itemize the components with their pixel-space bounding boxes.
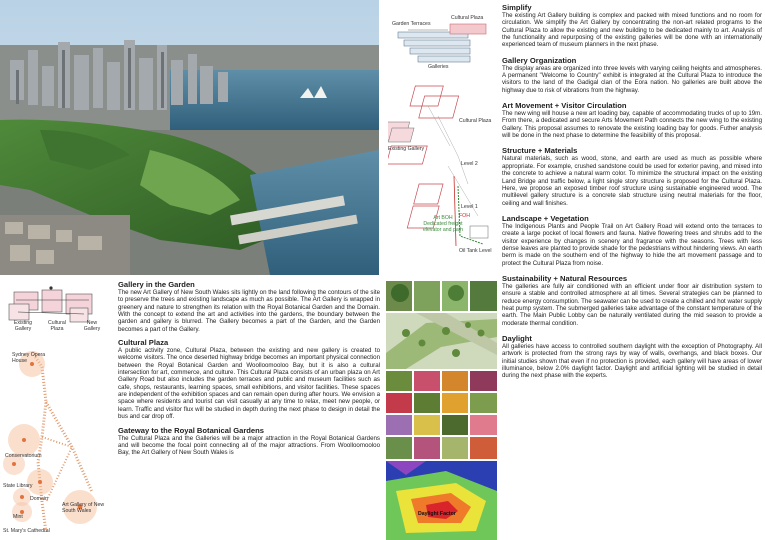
section-body-landscape: The Indigenous Plants and People Trail on Art Gallery Road will extend onto the terraces to create a large pocket of local flowers and fauna. Native flowering trees and shrubs add to the visitor experience by changes in scenery and fragrance with the seasons. Trees with less dense leaves are planted to provide shade for the pedestrians without hindering views. An earth berm is made on the southern end of the highway to hide the art movement passage and to protect the Cultural Plaza from noise. [502,222,762,267]
label-oil-tank: Oil Tank Level [459,248,492,254]
map-label-conservatorium: Conservatorium [5,453,42,459]
plant-photos [386,371,497,459]
section-body-structure: Natural materials, such as wood, stone, and earth are used as much as possible where appropriate. For example, crushed sandstone could be used for exterior paving, and mixed into the concrete to achieve a natural warm color. To minimize the structural impact on the existing Land Bridge and traffic below, a light single story structure is proposed for the Cultural Plaza. Here, we propose an exposed timber roof structure using sustainable engineered wood. The multilevel gallery structure is a concrete slab structure using neutral materials for the floor, ceiling and wall finishes. [502,155,762,207]
map-label-artgallery: Art Gallery of New South Wales [62,502,105,514]
label-level2: Level 2 [461,161,478,167]
landscape-plan [386,313,497,369]
section-title-gateway: Gateway to the Royal Botanical Gardens [118,425,265,435]
middle-text-column [118,280,380,457]
section-body-sustainability: The galleries are fully air conditioned with an efficient under floor air distribution system to ensure a stable and controlled atmosphere at all times. Several strategies can be planned to reduce energy consumption. The seawater can be used to create a chilled and hot water supply heat pump system. The submerged galleries take advantage of the constant temperature of the earth. The Main Public Lobby can be naturally ventilated during the mid season to provide a moderate thermal condition. [502,282,762,327]
label-daylight-factor: Daylight Factor [418,511,456,517]
map-label-cathedral: St. Mary's Cathedral [3,528,50,534]
section-title-simplify: Simplify [502,3,532,12]
label-level1: Level 1 [461,204,478,210]
section-title-landscape: Landscape + Vegetation [502,213,589,223]
section-body-art-movement: The new wing will house a new art loading bay, capable of accommodating trucks of up to 19m. From there, a dedicated and secure Arts Movement Path connects the new wing to the existing Gallery. This proposal assumes to renovate the existing loading bay for goods. Futher analysis will be done in the next phase to determine the feasibility of this proposal. [502,110,762,140]
label-boh: Art BOH Dedicated freight elevator and path [422,215,464,233]
label-cultural-plaza: Cultural Plaza [48,320,66,332]
map-label-state-library: State Library [3,483,33,489]
label-garden-terraces: Garden Terraces [392,21,431,27]
aerial-photo [0,0,379,275]
right-text-column [502,3,762,380]
map-label-mint: Mint [13,514,23,520]
landscape-photos [386,281,497,311]
section-title-sustainability: Sustainability + Natural Resources [502,273,628,283]
section-title-daylight: Daylight [502,334,532,343]
section-title-gallery-in-garden: Gallery in the Garden [118,280,195,289]
label-existing-gallery-org: Existing Gallery [388,146,425,152]
label-galleries: Galleries [428,64,449,70]
section-body-gateway: The Cultural Plaza and the Galleries will be a major attraction in the Royal Botanical Gardens and will become the focal point connecting all of the major attractions. From Woolloomooloo Bay, the Art Gallery of New South Wales is [118,434,380,457]
label-new-gallery: New Gallery [83,320,101,332]
section-title-art-movement: Art Movement + Visitor Circulation [502,101,627,111]
section-body-gallery-in-garden: The new Art Gallery of New South Wales sits lightly on the land following the contours of the site to preserve the trees and existing landscape as much as possible. The Art Gallery is wrapped in greenery and nature to strengthen its relation with the Royal Botanical Garden and the Domain. With the concept to extend the art and activities into the gardens, the boundary between the garden and gallery is blurred. The Gallery becomes a part of the Garden, and the Garden becomes a part of the Gallery. [118,289,380,333]
map-label-opera: Sydney Opera House [12,352,46,364]
label-existing-gallery: Existing Gallery [13,320,33,332]
daylight-factor-map [386,461,497,540]
section-body-daylight: All galleries have access to controlled southern daylight with the exception of Photography. All artwork is protected from the strong rays by way of walls, overhangs, and black boxes. Our initial studies shown that even if no protection is provided, each gallery will have areas of lower illuminance, below 2.0% daylight factor. Daylight and artificial lighting will be studied in detail during the next phase with the experts. [502,343,762,380]
label-foh: FOH [459,213,470,219]
section-body-gallery-organization: The display areas are organized into three levels with varying ceiling heights and atmospheres. A permanent "Welcome to Country" exhibit is integrated at the Cultural Plaza to introduce the visitors to the land of the Gadigal clan of the Eora nation. No galleries are built above the highway due to risk of vibrations from the highway. [502,64,762,94]
section-title-structure: Structure + Materials [502,146,578,156]
section-title-gallery-organization: Gallery Organization [502,55,577,65]
section-body-simplify: The existing Art Gallery building is complex and packed with mixed functions and no room for circulation. We simplify the Art Gallery by concentrating the non-art related programs to the Cultural Plaza to allow the existing and new building to be dedicated mainly to art. Analysis of the functionality and repurposing of the existing galleries will be done with an internationally experienced team of museum planners in the next phase. [502,12,762,49]
map-label-domain: Domain [30,496,48,502]
section-body-cultural-plaza: A public activity zone, Cultural Plaza, between the existing and new gallery is created to welcome visitors. The once deserted highway bridge becomes an important physical connection between the Royal Botanical Garden and Woolloomooloo Bay, but it is also a cultural intersection for art, commerce, and culture. This Cultural Plaza consists of an urban plaza on Art Gallery Road but also includes the garden terraces and public and museum facilities such as cafe, shops, restaurants, learning spaces, small exhibitions, and visitor facilities. These spaces are independent of the exhibition spaces and can remain open during after hours. We envision a space where residents and tourist can visit casually at any time to relax, meet new people, or learn. Traffic and visitor flux will be studied in depth during the next phase to design in detail the bus and car drop off. [118,347,380,421]
label-cultural-plaza-top: Cultural Plaza [451,15,484,21]
label-cultural-plaza-org: Cultural Plaza [459,118,492,124]
section-title-cultural-plaza: Cultural Plaza [118,338,169,348]
